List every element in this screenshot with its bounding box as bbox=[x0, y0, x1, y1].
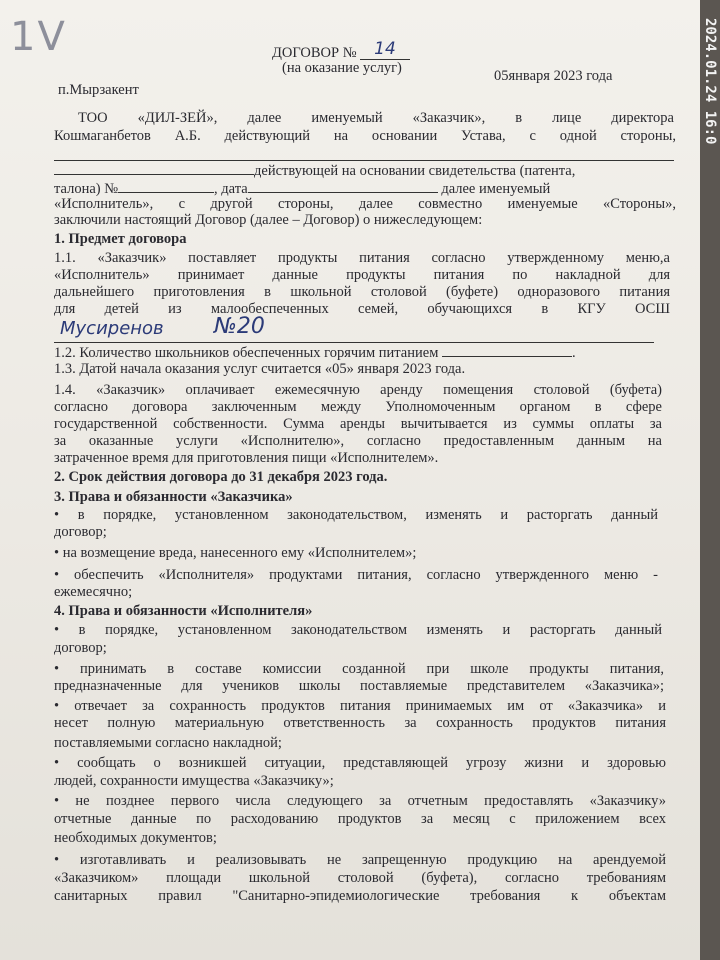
s3-line-2: договор; bbox=[54, 524, 107, 540]
section-3-title: 3. Права и обязанности «Заказчика» bbox=[54, 489, 293, 505]
s4-line-9: людей, сохранности имущества «Заказчику»; bbox=[54, 773, 334, 789]
s1-item-2: 1.2. Количество школьников обеспеченных горячим питанием . bbox=[54, 345, 576, 361]
intro-line-3: действующей на основании свидетельства (патента, bbox=[54, 162, 575, 180]
s1-item-3: 1.3. Датой начала оказания услуг считается «05» января 2023 года. bbox=[54, 361, 466, 377]
timestamp-stamp: 2024.01.24 16:0 bbox=[702, 18, 718, 145]
handwritten-number: №20 bbox=[214, 314, 265, 339]
document-title: ДОГОВОР № 14 bbox=[272, 44, 410, 62]
s4-line-15: санитарных правил "Санитарно-эпидемиологические требования к объектам bbox=[54, 888, 666, 904]
s1-line-1: 1.1. «Заказчик» поставляет продукты питания согласно утвержденному меню,а bbox=[54, 250, 670, 266]
s4-line-1: • в порядке, установленном законодательством изменять и расторгать данный bbox=[54, 622, 662, 638]
intro-line-2: Кошмаганбетов А.Б. действующий на основании Устава, с одной стороны, bbox=[54, 128, 676, 144]
s1-4-line-3: государственной собственности. Сумма аренды вычитывается из суммы оплаты за bbox=[54, 416, 662, 432]
contract-number: 14 bbox=[360, 39, 410, 60]
photo-edge bbox=[700, 0, 720, 960]
s1-4-line-4: за оказанные услуги «Исполнителю», согласно предоставленным данным на bbox=[54, 433, 662, 449]
s4-line-12: необходимых документов; bbox=[54, 830, 217, 846]
s4-line-4: предназначенные для учеников школы поставляемые представителем «Заказчика»; bbox=[54, 678, 664, 694]
s4-line-3: • принимать в составе комиссии созданной при школе продукты питания, bbox=[54, 661, 664, 677]
s1-4-line-5: затраченное время для приготовления пищи «Исполнителем». bbox=[54, 450, 439, 466]
s4-line-11: отчетные данные по расходованию продуктов за месяц с приложением всех bbox=[54, 811, 666, 827]
s3-line-5: ежемесячно; bbox=[54, 584, 133, 600]
s4-line-5: • отвечает за сохранность продуктов питания принимаемых им от «Заказчика» и bbox=[54, 698, 666, 714]
contract-date: 05января 2023 года bbox=[494, 68, 613, 84]
intro-line-4: талона) № , дата далее именуемый bbox=[54, 181, 551, 197]
section-1-title: 1. Предмет договора bbox=[54, 231, 187, 247]
s4-line-6: несет полную материальную ответственность за сохранность продуктов питания bbox=[54, 715, 666, 731]
intro-line-6: заключили настоящий Договор (далее – Договор) о нижеследующем: bbox=[54, 212, 483, 228]
handwritten-school: Мусиренов bbox=[60, 318, 164, 339]
intro-line-5: «Исполнитель», с другой стороны, далее совместно именуемые «Стороны», bbox=[54, 196, 676, 212]
s4-line-10: • не позднее первого числа следующего за отчетным предоставлять «Заказчику» bbox=[54, 793, 666, 809]
s4-line-14: «Заказчиком» площади школьной столовой (буфета), согласно требованиям bbox=[54, 870, 666, 886]
s4-line-7: поставляемыми согласно накладной; bbox=[54, 735, 282, 751]
place: п.Мырзакент bbox=[58, 82, 139, 98]
s4-line-13: • изготавливать и реализовывать не запрещенную продукцию на арендуемой bbox=[54, 852, 666, 868]
s1-4-line-2: согласно договора заключенным между Уполномоченным органом в сфере bbox=[54, 399, 662, 415]
s3-line-3: • на возмещение вреда, нанесенного ему «Исполнителем»; bbox=[54, 545, 417, 561]
s1-line-2: «Исполнитель» принимает данные продукты питания по накладной для bbox=[54, 267, 670, 283]
corner-mark: 1V bbox=[10, 14, 67, 60]
intro-line-1: ТОО «ДИЛ-ЗЕЙ», далее именуемый «Заказчик», в лице директора bbox=[78, 110, 674, 126]
s4-line-8: • сообщать о возникшей ситуации, представляющей угрозу жизни и здоровью bbox=[54, 755, 666, 771]
s3-line-4: • обеспечить «Исполнителя» продуктами питания, согласно утвержденного меню - bbox=[54, 567, 658, 583]
s1-line-4: для детей из малообеспеченных семей, обучающихся в КГУ ОСШ bbox=[54, 301, 670, 317]
s4-line-2: договор; bbox=[54, 640, 107, 656]
document-subtitle: (на оказание услуг) bbox=[282, 60, 402, 76]
section-4-title: 4. Права и обязанности «Исполнителя» bbox=[54, 603, 313, 619]
s1-4-line-1: 1.4. «Заказчик» оплачивает ежемесячную аренду помещения столовой (буфета) bbox=[54, 382, 662, 398]
s1-line-3: дальнейшего приготовления в школьной столовой (буфете) одноразового питания bbox=[54, 284, 670, 300]
section-2: 2. Срок действия договора до 31 декабря 2023 года. bbox=[54, 469, 388, 485]
s3-line-1: • в порядке, установленном законодательством, изменять и расторгать данный bbox=[54, 507, 658, 523]
